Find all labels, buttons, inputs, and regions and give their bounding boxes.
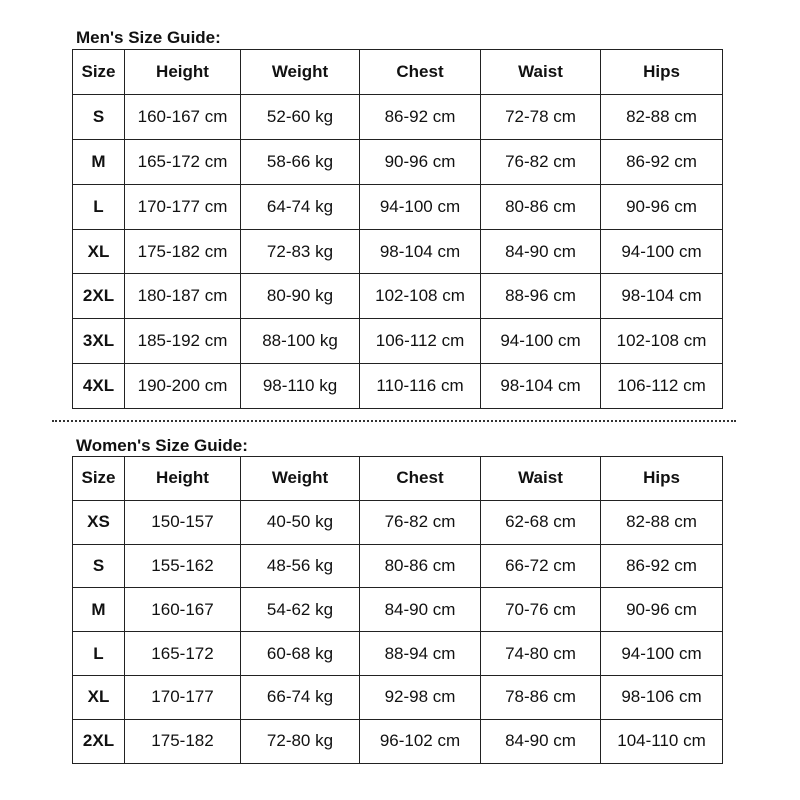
size-label-cell: 2XL [73,274,125,319]
measurement-cell: 84-90 cm [481,719,601,763]
measurement-cell: 40-50 kg [241,500,360,544]
measurement-cell: 98-110 kg [241,364,360,409]
measurement-cell: 175-182 cm [125,229,241,274]
size-label-cell: M [73,588,125,632]
measurement-cell: 80-86 cm [481,184,601,229]
measurement-cell: 98-106 cm [601,675,723,719]
column-header-hips: Hips [601,457,723,501]
womens-table-header [73,457,723,501]
measurement-cell: 76-82 cm [360,500,481,544]
size-label-cell: 2XL [73,719,125,763]
column-header-height: Height [125,457,241,501]
column-header-chest: Chest [360,50,481,95]
measurement-cell: 66-72 cm [481,544,601,588]
size-label-cell: M [73,139,125,184]
table-row [73,719,723,763]
column-header-weight: Weight [241,457,360,501]
womens-header-row [73,457,723,501]
mens-table-header [73,50,723,95]
measurement-cell: 72-80 kg [241,719,360,763]
measurement-cell: 106-112 cm [360,319,481,364]
size-label-cell: S [73,94,125,139]
womens-size-guide-title: Women's Size Guide: [76,436,248,455]
size-label-cell: XL [73,229,125,274]
mens-header-row [73,50,723,95]
measurement-cell: 106-112 cm [601,364,723,409]
measurement-cell: 74-80 cm [481,632,601,676]
table-row [73,274,723,319]
measurement-cell: 160-167 [125,588,241,632]
womens-size-table [72,456,723,764]
measurement-cell: 94-100 cm [601,229,723,274]
measurement-cell: 54-62 kg [241,588,360,632]
measurement-cell: 88-94 cm [360,632,481,676]
measurement-cell: 80-90 kg [241,274,360,319]
table-row [73,544,723,588]
measurement-cell: 72-78 cm [481,94,601,139]
column-header-chest: Chest [360,457,481,501]
measurement-cell: 70-76 cm [481,588,601,632]
table-row [73,675,723,719]
measurement-cell: 60-68 kg [241,632,360,676]
measurement-cell: 94-100 cm [481,319,601,364]
measurement-cell: 80-86 cm [360,544,481,588]
size-label-cell: 4XL [73,364,125,409]
measurement-cell: 84-90 cm [481,229,601,274]
measurement-cell: 76-82 cm [481,139,601,184]
measurement-cell: 94-100 cm [601,632,723,676]
size-label-cell: XS [73,500,125,544]
measurement-cell: 150-157 [125,500,241,544]
table-row [73,229,723,274]
table-row [73,500,723,544]
mens-size-guide-title: Men's Size Guide: [76,28,221,47]
measurement-cell: 160-167 cm [125,94,241,139]
table-row [73,94,723,139]
measurement-cell: 88-100 kg [241,319,360,364]
column-header-waist: Waist [481,50,601,95]
measurement-cell: 155-162 [125,544,241,588]
measurement-cell: 62-68 cm [481,500,601,544]
measurement-cell: 190-200 cm [125,364,241,409]
table-row [73,632,723,676]
measurement-cell: 102-108 cm [601,319,723,364]
measurement-cell: 98-104 cm [601,274,723,319]
measurement-cell: 98-104 cm [481,364,601,409]
column-header-weight: Weight [241,50,360,95]
measurement-cell: 90-96 cm [601,588,723,632]
measurement-cell: 96-102 cm [360,719,481,763]
measurement-cell: 165-172 [125,632,241,676]
column-header-waist: Waist [481,457,601,501]
measurement-cell: 104-110 cm [601,719,723,763]
measurement-cell: 52-60 kg [241,94,360,139]
mens-size-table [72,49,723,409]
measurement-cell: 98-104 cm [360,229,481,274]
measurement-cell: 102-108 cm [360,274,481,319]
column-header-hips: Hips [601,50,723,95]
measurement-cell: 86-92 cm [360,94,481,139]
measurement-cell: 86-92 cm [601,544,723,588]
measurement-cell: 92-98 cm [360,675,481,719]
measurement-cell: 66-74 kg [241,675,360,719]
measurement-cell: 48-56 kg [241,544,360,588]
mens-table-body [73,94,723,408]
table-row [73,364,723,409]
womens-table-body [73,500,723,763]
measurement-cell: 185-192 cm [125,319,241,364]
table-row [73,588,723,632]
measurement-cell: 82-88 cm [601,500,723,544]
measurement-cell: 90-96 cm [601,184,723,229]
measurement-cell: 110-116 cm [360,364,481,409]
section-divider [52,420,736,422]
measurement-cell: 58-66 kg [241,139,360,184]
measurement-cell: 180-187 cm [125,274,241,319]
measurement-cell: 175-182 [125,719,241,763]
measurement-cell: 78-86 cm [481,675,601,719]
size-label-cell: 3XL [73,319,125,364]
size-label-cell: XL [73,675,125,719]
table-row [73,319,723,364]
measurement-cell: 170-177 cm [125,184,241,229]
column-header-size: Size [73,457,125,501]
measurement-cell: 72-83 kg [241,229,360,274]
measurement-cell: 94-100 cm [360,184,481,229]
measurement-cell: 90-96 cm [360,139,481,184]
size-label-cell: L [73,184,125,229]
measurement-cell: 165-172 cm [125,139,241,184]
table-row [73,139,723,184]
column-header-size: Size [73,50,125,95]
measurement-cell: 64-74 kg [241,184,360,229]
measurement-cell: 170-177 [125,675,241,719]
size-label-cell: L [73,632,125,676]
measurement-cell: 84-90 cm [360,588,481,632]
column-header-height: Height [125,50,241,95]
size-label-cell: S [73,544,125,588]
measurement-cell: 86-92 cm [601,139,723,184]
measurement-cell: 88-96 cm [481,274,601,319]
table-row [73,184,723,229]
measurement-cell: 82-88 cm [601,94,723,139]
